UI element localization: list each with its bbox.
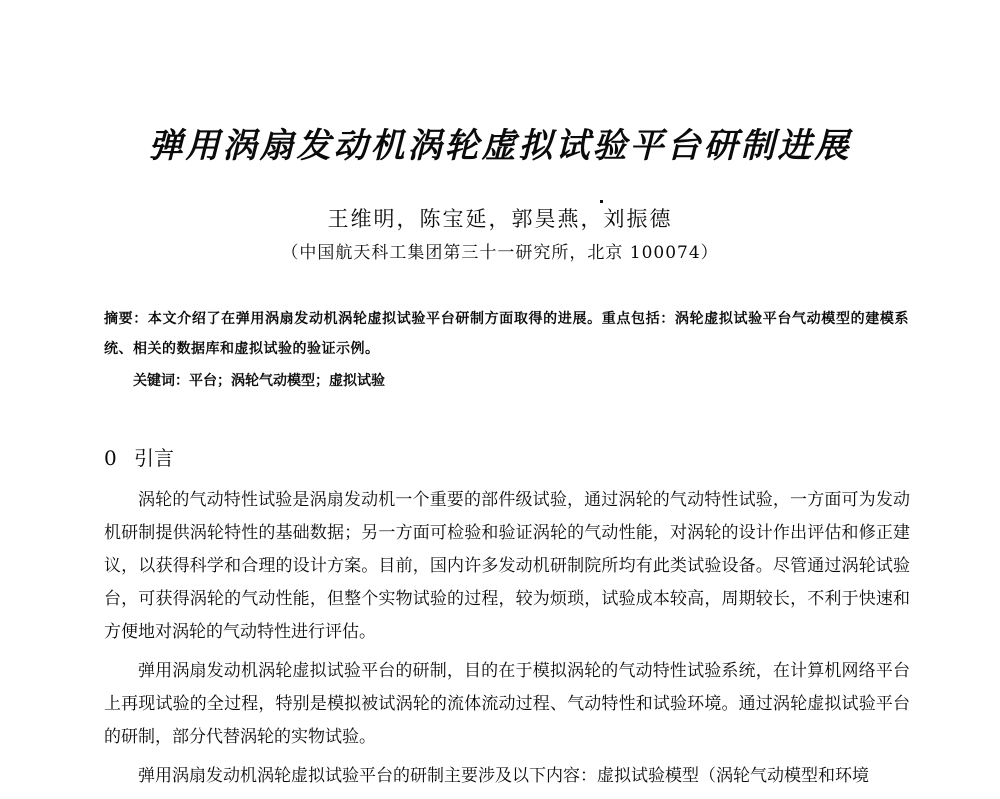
keywords-label: 关键词： bbox=[133, 373, 189, 389]
body-text bbox=[104, 484, 910, 799]
paper-title: 弹用涡扇发动机涡轮虚拟试验平台研制进展 bbox=[148, 126, 852, 166]
section-heading bbox=[104, 442, 174, 471]
paragraph: 弹用涡扇发动机涡轮虚拟试验平台的研制，目的在于模拟涡轮的气动特性试验系统，在计算机网络平台上再现试验的全过程，特别是模拟被试涡轮的流体流动过程、气动特性和试验环境。通过涡轮虚拟试验平台的研制，部分代替涡轮的实物试验。 bbox=[104, 661, 910, 747]
abstract-text: 本文介绍了在弹用涡扇发动机涡轮虚拟试验平台研制方面取得的进展。重点包括：涡轮虚拟试验平台气动模型的建模系统、相关的数据库和虚拟试验的验证示例。 bbox=[104, 311, 910, 357]
paragraph: 涡轮的气动特性试验是涡扇发动机一个重要的部件级试验，通过涡轮的气动特性试验，一方面可为发动机研制提供涡轮特性的基础数据；另一方面可检验和验证涡轮的气动性能，对涡轮的设计作出评估和修正建议，以获得科学和合理的设计方案。目前，国内许多发动机研制院所均有此类试验设备。尽管通过涡轮试验台，可获得涡轮的气动性能，但整个实物试验的过程，较为烦琐，试验成本较高，周期较长，不利于快速和方便地对涡轮的气动特性进行评估。 bbox=[104, 490, 910, 642]
scan-speck bbox=[600, 200, 603, 203]
author-affiliation: （中国航天科工集团第三十一研究所，北京 100074） bbox=[281, 243, 719, 263]
section-title: 引言 bbox=[134, 446, 174, 470]
abstract bbox=[104, 304, 909, 364]
keywords bbox=[133, 370, 903, 390]
author-list: 王维明，陈宝延，郭昊燕，刘振德 bbox=[327, 207, 673, 231]
section-number: 0 bbox=[104, 446, 117, 470]
abstract-label: 摘要： bbox=[104, 311, 148, 327]
keywords-text: 平台；涡轮气动模型；虚拟试验 bbox=[189, 373, 385, 389]
paragraph: 弹用涡扇发动机涡轮虚拟试验平台的研制主要涉及以下内容：虚拟试验模型（涡轮气动模型和环境 bbox=[138, 766, 869, 786]
